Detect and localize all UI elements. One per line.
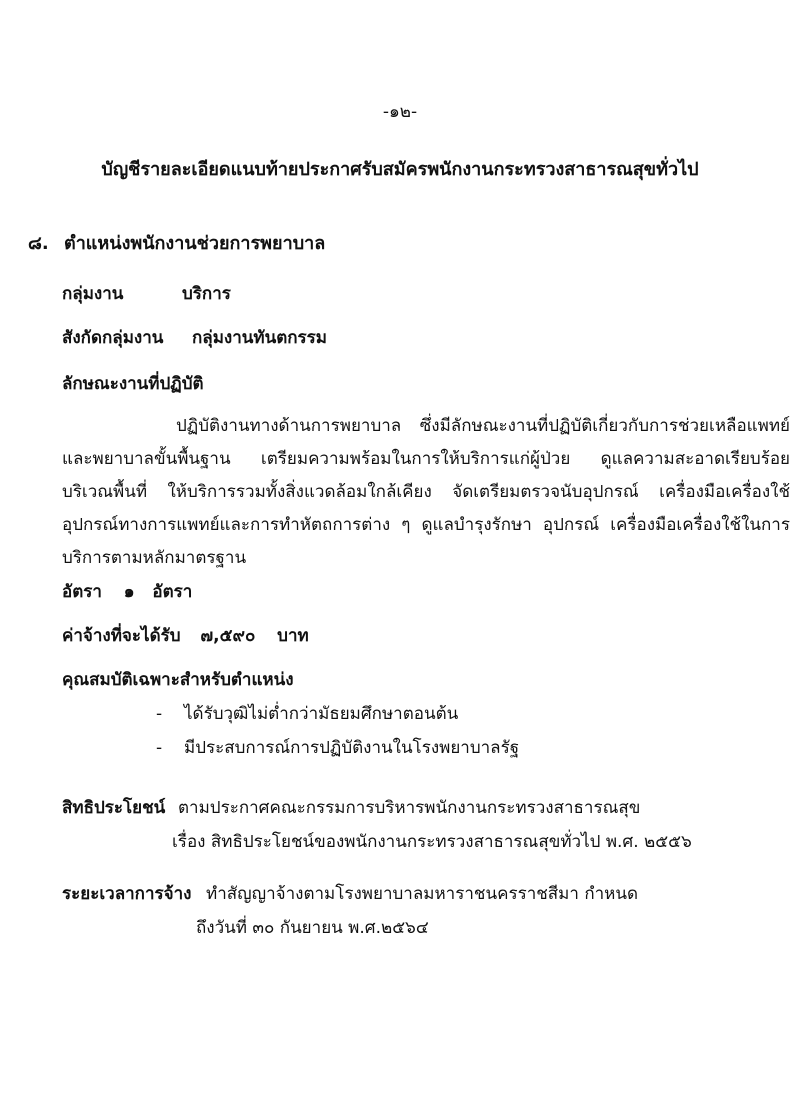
wage-unit: บาท — [277, 626, 309, 646]
work-group-value: บริการ — [182, 284, 231, 304]
qualification-text: มีประสบการณ์การปฏิบัติงานในโรงพยาบาลรัฐ — [184, 738, 520, 758]
affiliation-value: กลุ่มงานทันตกรรม — [192, 328, 328, 348]
position-number: ๘. — [28, 233, 49, 254]
rate-count: ๑ — [123, 582, 135, 602]
wage-label: ค่าจ้างที่จะได้รับ — [62, 626, 181, 646]
qualification-item — [156, 702, 458, 726]
qualification-text: ได้รับวุฒิไม่ต่ำกว่ามัธยมศึกษาตอนต้น — [184, 704, 459, 724]
benefits-line2: เรื่อง สิทธิประโยชน์ของพนักงานกระทรวงสาธารณสุขทั่วไป พ.ศ. ๒๕๕๖ — [172, 832, 692, 852]
affiliation-label: สังกัดกลุ่มงาน — [62, 328, 164, 348]
employment-period-line2: ถึงวันที่ ๓๐ กันยายน พ.ศ.๒๕๖๔ — [196, 918, 429, 938]
work-group-label: กลุ่มงาน — [62, 284, 124, 304]
bullet-dash: - — [156, 738, 163, 758]
job-description-heading: ลักษณะงานที่ปฏิบัติ — [62, 374, 204, 394]
rate-line — [62, 580, 192, 604]
employment-period-line1: ทำสัญญาจ้างตามโรงพยาบาลมหาราชนครราชสีมา กำหนด — [206, 884, 639, 904]
bullet-dash: - — [156, 704, 163, 724]
job-description-text: ปฏิบัติงานทางด้านการพยาบาล ซึ่งมีลักษณะงานที่ปฏิบัติเกี่ยวกับการช่วยเหลือแพทย์และพยาบาลขั้นพื้นฐาน เตรียมความพร้อมในการให้บริการแก่ผู้ป่วย ดูแลความสะอาดเรียบร้อยบริเวณพื้นที่ ให้บริการรวมทั้งสิ่งแวดล้อมใกล้เคียง จัดเตรียมตรวจนับอุปกรณ์ เครื่องมือเครื่องใช้ อุปกรณ์ทางการแพทย์และการทำหัตถการต่าง ๆ ดูแลบำรุงรักษา อุปกรณ์ เครื่องมือเครื่องใช้ในการบริการตามหลักมาตรฐาน — [62, 416, 790, 568]
page-number: -๑๒- — [382, 102, 418, 122]
rate-unit: อัตรา — [152, 582, 193, 602]
wage-amount: ๗,๕๙๐ — [200, 626, 256, 646]
qualifications-heading: คุณสมบัติเฉพาะสำหรับตำแหน่ง — [62, 670, 294, 690]
employment-period-label: ระยะเวลาการจ้าง — [62, 884, 192, 904]
rate-label: อัตรา — [62, 582, 102, 602]
qualification-item — [156, 736, 519, 760]
wage-line — [62, 624, 309, 648]
benefits-line1: ตามประกาศคณะกรรมการบริหารพนักงานกระทรวงสาธารณสุข — [178, 798, 641, 818]
benefits-label: สิทธิประโยชน์ — [62, 798, 166, 818]
document-title: บัญชีรายละเอียดแนบท้ายประกาศรับสมัครพนักงานกระทรวงสาธารณสุขทั่วไป — [101, 159, 699, 180]
position-title: ตำแหน่งพนักงานช่วยการพยาบาล — [64, 233, 326, 254]
